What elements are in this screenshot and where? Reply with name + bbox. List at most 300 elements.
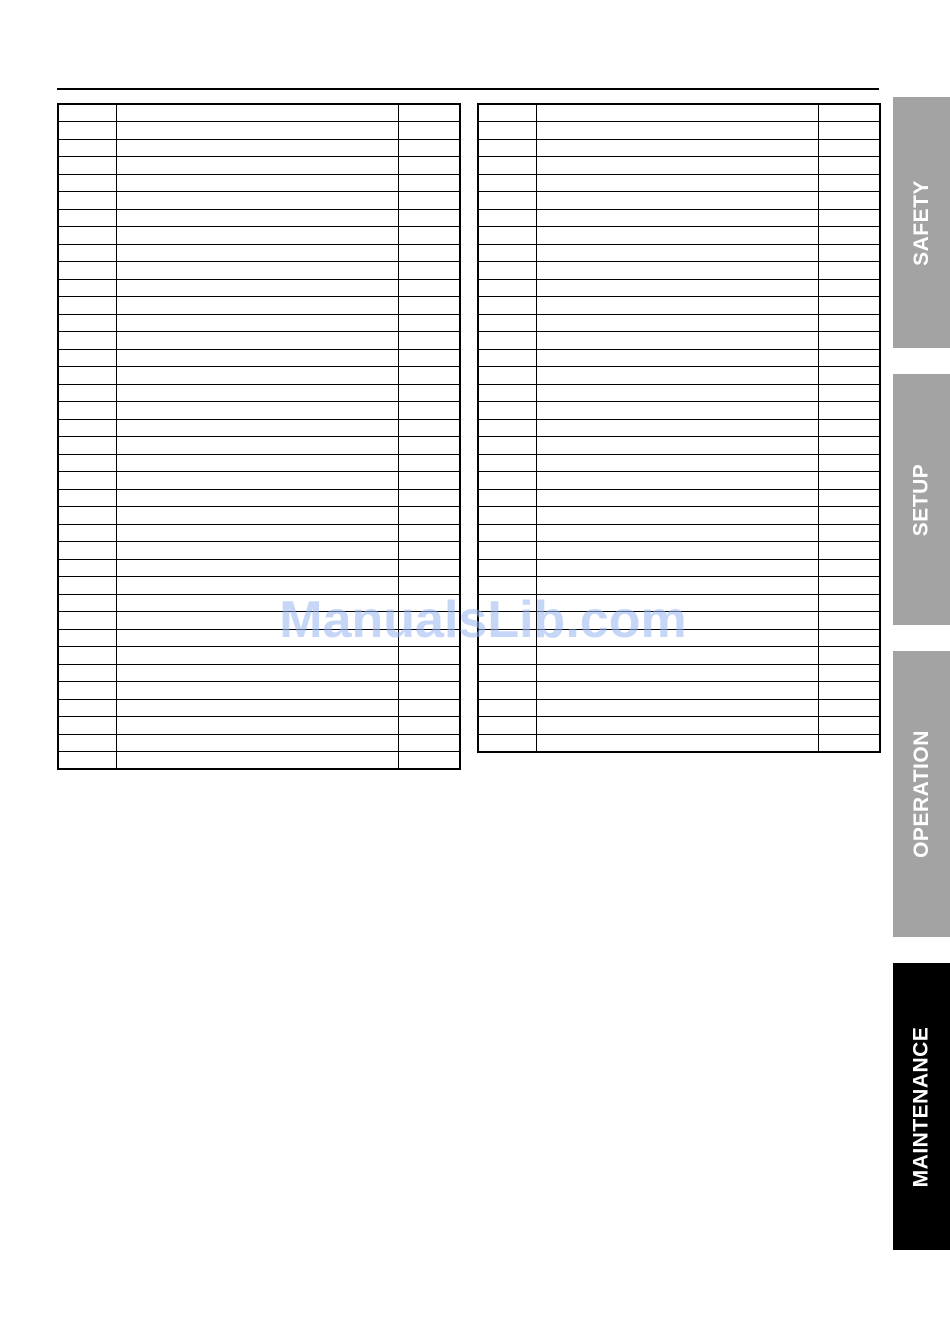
description-cell bbox=[536, 332, 818, 350]
header-rule bbox=[57, 88, 879, 90]
qty-cell bbox=[818, 262, 880, 280]
table-row bbox=[478, 174, 880, 192]
qty-cell bbox=[818, 297, 880, 315]
table-row bbox=[478, 577, 880, 595]
qty-cell bbox=[398, 227, 460, 245]
description-cell bbox=[536, 402, 818, 420]
qty-cell bbox=[398, 157, 460, 175]
description-cell bbox=[536, 542, 818, 560]
description-cell bbox=[536, 524, 818, 542]
part-cell bbox=[58, 594, 116, 612]
qty-cell bbox=[818, 559, 880, 577]
description-cell bbox=[536, 454, 818, 472]
description-cell bbox=[116, 682, 398, 700]
qty-cell bbox=[818, 384, 880, 402]
part-cell bbox=[58, 279, 116, 297]
part-cell bbox=[478, 594, 536, 612]
part-cell bbox=[58, 577, 116, 595]
part-cell bbox=[58, 752, 116, 770]
table-row bbox=[478, 139, 880, 157]
table-row bbox=[58, 227, 460, 245]
description-cell bbox=[116, 507, 398, 525]
table-row bbox=[478, 367, 880, 385]
part-cell bbox=[58, 209, 116, 227]
table-row bbox=[478, 314, 880, 332]
table-row bbox=[58, 734, 460, 752]
description-cell bbox=[116, 367, 398, 385]
description-cell bbox=[116, 402, 398, 420]
qty-cell bbox=[818, 157, 880, 175]
table-row bbox=[478, 402, 880, 420]
qty-cell bbox=[398, 332, 460, 350]
part-cell bbox=[58, 629, 116, 647]
part-cell bbox=[478, 139, 536, 157]
table-row bbox=[58, 367, 460, 385]
part-cell bbox=[58, 349, 116, 367]
part-cell bbox=[58, 542, 116, 560]
part-cell bbox=[478, 472, 536, 490]
part-cell bbox=[58, 244, 116, 262]
part-cell bbox=[58, 699, 116, 717]
table-row bbox=[58, 524, 460, 542]
description-cell bbox=[536, 507, 818, 525]
description-cell bbox=[536, 559, 818, 577]
description-cell bbox=[536, 594, 818, 612]
description-cell bbox=[536, 244, 818, 262]
table-row bbox=[478, 559, 880, 577]
table-row bbox=[478, 209, 880, 227]
description-cell bbox=[116, 244, 398, 262]
qty-cell bbox=[818, 682, 880, 700]
table-row bbox=[478, 384, 880, 402]
table-row bbox=[478, 349, 880, 367]
qty-cell bbox=[818, 542, 880, 560]
description-cell bbox=[116, 664, 398, 682]
tab-safety[interactable] bbox=[893, 97, 950, 348]
qty-cell bbox=[398, 594, 460, 612]
part-cell bbox=[478, 174, 536, 192]
part-cell bbox=[58, 332, 116, 350]
tab-operation-label: OPERATION bbox=[909, 730, 933, 858]
part-cell bbox=[478, 577, 536, 595]
qty-cell bbox=[398, 647, 460, 665]
part-cell bbox=[58, 104, 116, 122]
description-cell bbox=[116, 612, 398, 630]
part-cell bbox=[58, 507, 116, 525]
table-row bbox=[478, 717, 880, 735]
part-cell bbox=[478, 454, 536, 472]
table-row bbox=[58, 594, 460, 612]
table-row bbox=[58, 174, 460, 192]
table-row bbox=[478, 629, 880, 647]
part-cell bbox=[58, 262, 116, 280]
description-cell bbox=[116, 157, 398, 175]
qty-cell bbox=[398, 367, 460, 385]
table-row bbox=[58, 262, 460, 280]
part-cell bbox=[478, 524, 536, 542]
part-cell bbox=[478, 647, 536, 665]
table-row bbox=[58, 577, 460, 595]
qty-cell bbox=[398, 262, 460, 280]
description-cell bbox=[536, 699, 818, 717]
table-row bbox=[478, 472, 880, 490]
description-cell bbox=[116, 542, 398, 560]
qty-cell bbox=[398, 664, 460, 682]
part-cell bbox=[58, 367, 116, 385]
description-cell bbox=[116, 122, 398, 140]
part-cell bbox=[478, 192, 536, 210]
part-cell bbox=[478, 104, 536, 122]
qty-cell bbox=[398, 139, 460, 157]
description-cell bbox=[116, 349, 398, 367]
qty-cell bbox=[818, 629, 880, 647]
qty-cell bbox=[398, 314, 460, 332]
part-cell bbox=[478, 297, 536, 315]
qty-cell bbox=[398, 384, 460, 402]
qty-cell bbox=[398, 734, 460, 752]
qty-cell bbox=[818, 139, 880, 157]
table-row bbox=[58, 122, 460, 140]
table-row bbox=[58, 209, 460, 227]
table-row bbox=[58, 192, 460, 210]
description-cell bbox=[536, 664, 818, 682]
qty-cell bbox=[398, 279, 460, 297]
description-cell bbox=[116, 577, 398, 595]
description-cell bbox=[116, 227, 398, 245]
qty-cell bbox=[818, 227, 880, 245]
tab-maintenance[interactable] bbox=[893, 963, 950, 1250]
description-cell bbox=[536, 384, 818, 402]
description-cell bbox=[116, 139, 398, 157]
part-cell bbox=[58, 139, 116, 157]
table-row bbox=[478, 594, 880, 612]
table-row bbox=[478, 192, 880, 210]
table-row bbox=[478, 419, 880, 437]
description-cell bbox=[116, 524, 398, 542]
parts-table-left-body bbox=[58, 104, 460, 769]
table-row bbox=[58, 157, 460, 175]
part-cell bbox=[58, 227, 116, 245]
part-cell bbox=[478, 629, 536, 647]
part-cell bbox=[478, 227, 536, 245]
table-row bbox=[478, 104, 880, 122]
table-row bbox=[58, 542, 460, 560]
qty-cell bbox=[818, 104, 880, 122]
qty-cell bbox=[398, 174, 460, 192]
description-cell bbox=[116, 209, 398, 227]
parts-table-left bbox=[57, 103, 461, 770]
table-row bbox=[58, 279, 460, 297]
description-cell bbox=[116, 332, 398, 350]
part-cell bbox=[58, 174, 116, 192]
qty-cell bbox=[398, 104, 460, 122]
part-cell bbox=[478, 717, 536, 735]
qty-cell bbox=[818, 524, 880, 542]
description-cell bbox=[116, 717, 398, 735]
table-row bbox=[58, 664, 460, 682]
qty-cell bbox=[818, 699, 880, 717]
qty-cell bbox=[398, 752, 460, 770]
qty-cell bbox=[398, 699, 460, 717]
table-row bbox=[58, 244, 460, 262]
qty-cell bbox=[818, 332, 880, 350]
table-row bbox=[478, 437, 880, 455]
qty-cell bbox=[818, 612, 880, 630]
watermark: ManualsLib.com bbox=[279, 591, 687, 649]
table-row bbox=[58, 682, 460, 700]
parts-table-right bbox=[477, 103, 881, 753]
description-cell bbox=[116, 699, 398, 717]
table-row bbox=[478, 122, 880, 140]
table-row bbox=[58, 454, 460, 472]
qty-cell bbox=[818, 577, 880, 595]
part-cell bbox=[58, 157, 116, 175]
tab-safety-label: SAFETY bbox=[909, 179, 933, 266]
part-cell bbox=[478, 367, 536, 385]
description-cell bbox=[116, 437, 398, 455]
part-cell bbox=[58, 419, 116, 437]
qty-cell bbox=[818, 279, 880, 297]
qty-cell bbox=[818, 402, 880, 420]
table-row bbox=[58, 419, 460, 437]
part-cell bbox=[58, 682, 116, 700]
description-cell bbox=[536, 139, 818, 157]
part-cell bbox=[478, 734, 536, 752]
description-cell bbox=[536, 647, 818, 665]
description-cell bbox=[536, 227, 818, 245]
qty-cell bbox=[818, 507, 880, 525]
qty-cell bbox=[818, 244, 880, 262]
part-cell bbox=[478, 157, 536, 175]
table-row bbox=[58, 472, 460, 490]
table-row bbox=[58, 559, 460, 577]
table-row bbox=[478, 332, 880, 350]
part-cell bbox=[58, 664, 116, 682]
description-cell bbox=[116, 454, 398, 472]
qty-cell bbox=[398, 577, 460, 595]
description-cell bbox=[536, 297, 818, 315]
table-row bbox=[58, 437, 460, 455]
qty-cell bbox=[398, 419, 460, 437]
part-cell bbox=[478, 122, 536, 140]
table-row bbox=[478, 262, 880, 280]
qty-cell bbox=[398, 297, 460, 315]
table-row bbox=[58, 699, 460, 717]
part-cell bbox=[58, 437, 116, 455]
description-cell bbox=[116, 174, 398, 192]
tab-operation[interactable] bbox=[893, 651, 950, 937]
table-row bbox=[58, 297, 460, 315]
qty-cell bbox=[398, 454, 460, 472]
tab-setup[interactable] bbox=[893, 374, 950, 625]
description-cell bbox=[536, 104, 818, 122]
description-cell bbox=[536, 629, 818, 647]
part-cell bbox=[478, 384, 536, 402]
qty-cell bbox=[818, 209, 880, 227]
description-cell bbox=[536, 279, 818, 297]
part-cell bbox=[58, 384, 116, 402]
qty-cell bbox=[818, 174, 880, 192]
table-row bbox=[478, 542, 880, 560]
qty-cell bbox=[398, 349, 460, 367]
table-row bbox=[478, 507, 880, 525]
qty-cell bbox=[818, 717, 880, 735]
description-cell bbox=[536, 577, 818, 595]
qty-cell bbox=[818, 664, 880, 682]
table-row bbox=[478, 227, 880, 245]
description-cell bbox=[536, 437, 818, 455]
description-cell bbox=[116, 647, 398, 665]
part-cell bbox=[478, 262, 536, 280]
qty-cell bbox=[398, 192, 460, 210]
description-cell bbox=[116, 192, 398, 210]
part-cell bbox=[478, 419, 536, 437]
description-cell bbox=[116, 384, 398, 402]
tab-setup-label: SETUP bbox=[909, 463, 933, 536]
part-cell bbox=[58, 297, 116, 315]
description-cell bbox=[116, 104, 398, 122]
qty-cell bbox=[398, 437, 460, 455]
table-row bbox=[478, 647, 880, 665]
description-cell bbox=[536, 489, 818, 507]
part-cell bbox=[58, 647, 116, 665]
description-cell bbox=[536, 314, 818, 332]
qty-cell bbox=[818, 594, 880, 612]
part-cell bbox=[58, 734, 116, 752]
table-row bbox=[478, 682, 880, 700]
table-row bbox=[58, 647, 460, 665]
part-cell bbox=[478, 332, 536, 350]
part-cell bbox=[478, 507, 536, 525]
qty-cell bbox=[398, 629, 460, 647]
part-cell bbox=[58, 402, 116, 420]
description-cell bbox=[536, 262, 818, 280]
table-row bbox=[478, 244, 880, 262]
qty-cell bbox=[398, 717, 460, 735]
qty-cell bbox=[818, 192, 880, 210]
table-row bbox=[478, 664, 880, 682]
qty-cell bbox=[398, 524, 460, 542]
part-cell bbox=[478, 244, 536, 262]
table-row bbox=[58, 349, 460, 367]
part-cell bbox=[58, 472, 116, 490]
description-cell bbox=[536, 717, 818, 735]
qty-cell bbox=[398, 507, 460, 525]
table-row bbox=[58, 139, 460, 157]
part-cell bbox=[58, 454, 116, 472]
qty-cell bbox=[818, 472, 880, 490]
description-cell bbox=[116, 594, 398, 612]
part-cell bbox=[478, 489, 536, 507]
part-cell bbox=[478, 314, 536, 332]
description-cell bbox=[536, 472, 818, 490]
part-cell bbox=[58, 489, 116, 507]
description-cell bbox=[116, 314, 398, 332]
table-row bbox=[58, 104, 460, 122]
qty-cell bbox=[398, 542, 460, 560]
qty-cell bbox=[398, 209, 460, 227]
part-cell bbox=[478, 559, 536, 577]
qty-cell bbox=[398, 402, 460, 420]
description-cell bbox=[116, 752, 398, 770]
qty-cell bbox=[398, 559, 460, 577]
table-row bbox=[58, 612, 460, 630]
description-cell bbox=[116, 734, 398, 752]
qty-cell bbox=[818, 419, 880, 437]
description-cell bbox=[536, 682, 818, 700]
description-cell bbox=[116, 489, 398, 507]
table-row bbox=[478, 524, 880, 542]
table-row bbox=[478, 157, 880, 175]
table-row bbox=[478, 489, 880, 507]
qty-cell bbox=[818, 454, 880, 472]
description-cell bbox=[536, 157, 818, 175]
qty-cell bbox=[398, 612, 460, 630]
table-row bbox=[478, 297, 880, 315]
description-cell bbox=[116, 559, 398, 577]
table-row bbox=[58, 402, 460, 420]
table-row bbox=[58, 717, 460, 735]
description-cell bbox=[536, 209, 818, 227]
part-cell bbox=[58, 314, 116, 332]
part-cell bbox=[478, 664, 536, 682]
qty-cell bbox=[818, 349, 880, 367]
qty-cell bbox=[818, 122, 880, 140]
part-cell bbox=[58, 524, 116, 542]
description-cell bbox=[536, 192, 818, 210]
part-cell bbox=[478, 437, 536, 455]
table-row bbox=[58, 752, 460, 770]
table-row bbox=[58, 384, 460, 402]
part-cell bbox=[58, 192, 116, 210]
qty-cell bbox=[818, 647, 880, 665]
description-cell bbox=[116, 279, 398, 297]
part-cell bbox=[58, 612, 116, 630]
part-cell bbox=[478, 542, 536, 560]
table-row bbox=[478, 612, 880, 630]
part-cell bbox=[478, 209, 536, 227]
table-row bbox=[58, 314, 460, 332]
description-cell bbox=[536, 122, 818, 140]
part-cell bbox=[58, 122, 116, 140]
description-cell bbox=[116, 262, 398, 280]
qty-cell bbox=[398, 472, 460, 490]
description-cell bbox=[536, 174, 818, 192]
description-cell bbox=[116, 629, 398, 647]
part-cell bbox=[478, 402, 536, 420]
part-cell bbox=[478, 279, 536, 297]
table-row bbox=[478, 734, 880, 752]
qty-cell bbox=[818, 314, 880, 332]
part-cell bbox=[478, 349, 536, 367]
table-row bbox=[58, 629, 460, 647]
qty-cell bbox=[818, 367, 880, 385]
table-row bbox=[478, 699, 880, 717]
description-cell bbox=[116, 419, 398, 437]
tab-maintenance-label: MAINTENANCE bbox=[909, 1026, 933, 1187]
table-row bbox=[58, 332, 460, 350]
qty-cell bbox=[398, 244, 460, 262]
table-row bbox=[478, 454, 880, 472]
description-cell bbox=[536, 367, 818, 385]
description-cell bbox=[536, 612, 818, 630]
qty-cell bbox=[398, 122, 460, 140]
description-cell bbox=[536, 734, 818, 752]
qty-cell bbox=[398, 489, 460, 507]
parts-table-right-body bbox=[478, 104, 880, 752]
description-cell bbox=[116, 297, 398, 315]
part-cell bbox=[58, 559, 116, 577]
